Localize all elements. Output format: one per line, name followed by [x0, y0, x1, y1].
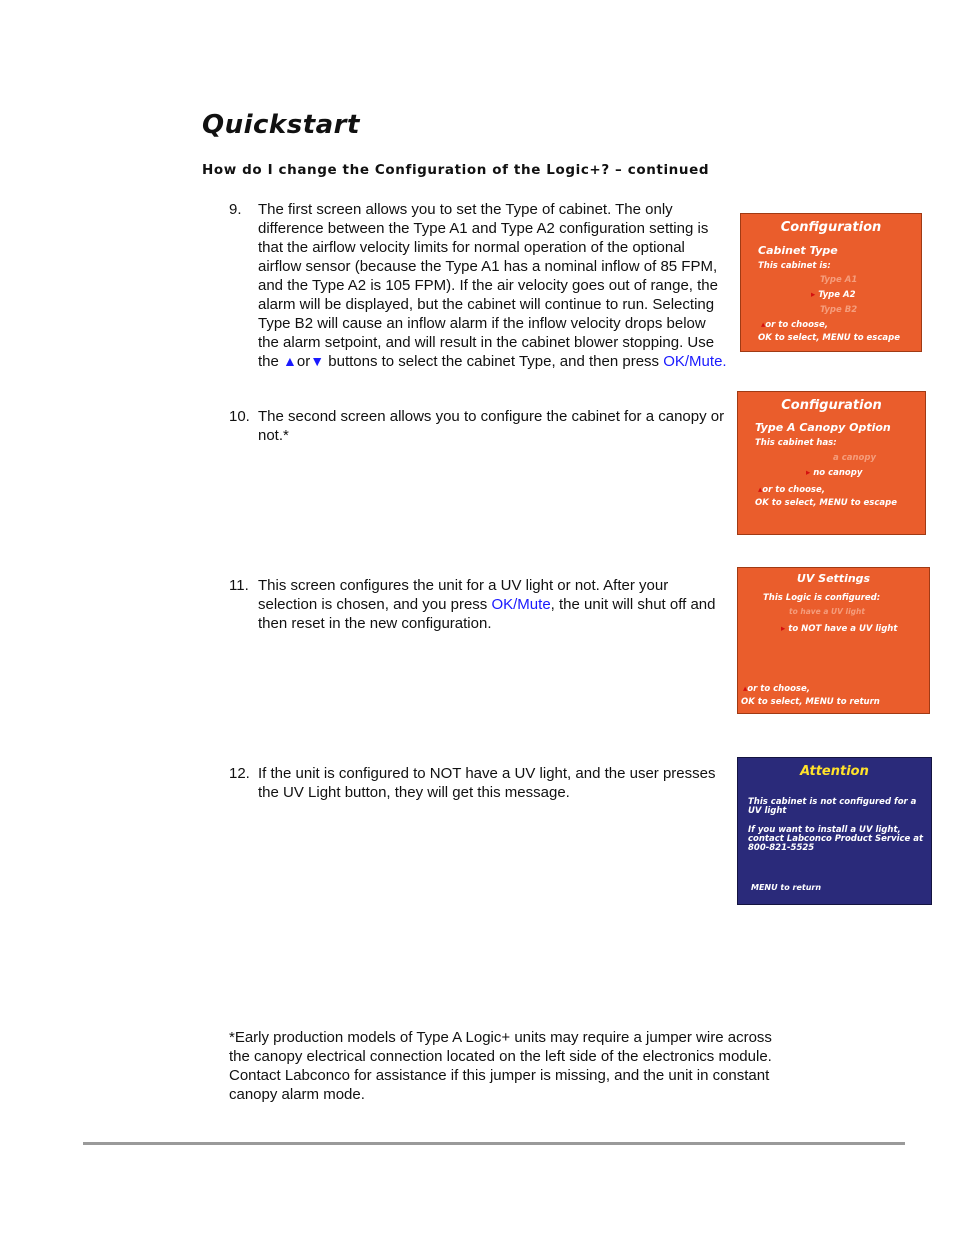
option-label: Type A2 [818, 290, 856, 300]
screen-title: Attention [800, 764, 869, 779]
screen-hint-choose [758, 485, 825, 495]
step-text [258, 576, 728, 633]
option-label: to NOT have a UV light [788, 624, 898, 634]
screen-hint-choose [743, 684, 810, 694]
screen-title: UV Settings [796, 572, 871, 585]
step-number: 9. [229, 201, 242, 218]
step-number: 12. [229, 765, 250, 782]
selector-arrow-icon: ▸ [811, 290, 816, 300]
ok-mute-link[interactable]: OK/Mute [491, 596, 551, 613]
option-type-a1: Type A1 [820, 275, 858, 285]
up-arrow-icon: ▴ [758, 485, 763, 495]
option-have-uv: to have a UV light [789, 607, 865, 616]
step-text-end: , the unit will shut off and then reset in the new configuration. [258, 596, 716, 632]
screen-footer: MENU to return [751, 883, 822, 892]
option-not-uv [781, 624, 897, 634]
screen-prompt: This Logic is configured: [763, 593, 881, 603]
option-type-b2: Type B2 [820, 305, 858, 315]
selector-arrow-icon: ▸ [781, 624, 786, 634]
hint-text: or to choose, [765, 320, 828, 330]
up-arrow-icon: ▴ [743, 684, 748, 694]
step-text [258, 200, 728, 371]
screen-hint-select: OK to select, MENU to return [741, 697, 880, 707]
option-label: no canopy [813, 468, 863, 478]
up-arrow-icon: ▴ [761, 320, 766, 330]
config-cabinet-type-screen [740, 213, 922, 352]
ok-mute-link[interactable]: OK/Mute. [663, 353, 727, 370]
screen-hint-select: OK to select, MENU to escape [758, 333, 900, 343]
screen-hint-choose [761, 320, 828, 330]
step-text-start: This screen configures the unit for a UV light or not. After your selection is chosen, and you press [258, 577, 669, 613]
page-title: Quickstart [202, 110, 360, 140]
footer-divider [83, 1142, 905, 1145]
screen-title: Configuration [781, 398, 882, 413]
attention-screen [737, 757, 932, 905]
step-text-start: The first screen allows you to set the Type of cabinet. The only difference between the Type A1 and Type A2 configuration setting is that the airflow velocity limits for normal operation of the optional airflow sensor (because the Type A1 has a nominal inflow of 85 FPM, and the Type A2 is 105 FPM). If the air velocity goes out of range, the alarm will be displayed, but the cabinet will continue to run. Selecting Type B2 will cause an inflow alarm if the inflow velocity drops below the alarm setpoint, and will result in the cabinet blower stopping. Use the [258, 201, 718, 370]
section-subtitle: How do I change the Configuration of the Logic+? – continued [202, 162, 710, 178]
screen-subtitle: Cabinet Type [758, 244, 838, 257]
step-text: If the unit is configured to NOT have a UV light, and the user presses the UV Light button, they will get this message. [258, 765, 716, 801]
attention-message-2: If you want to install a UV light, contact Labconco Product Service at 800-821-5525 [748, 825, 924, 853]
or-text: or [296, 353, 311, 370]
option-canopy: a canopy [833, 453, 876, 463]
selector-arrow-icon: ▸ [806, 468, 811, 478]
step-text-middle: buttons to select the cabinet Type, and then press [324, 353, 664, 370]
footnote: *Early production models of Type A Logic+ units may require a jumper wire across the canopy electrical connection located on the left side of the electronics module. Contact Labconco for assistance if this jumper is missing, and the unit in constant canopy alarm mode. [229, 1029, 772, 1103]
uv-settings-screen [737, 567, 930, 714]
screen-title: Configuration [780, 220, 882, 235]
screen-subtitle: Type A Canopy Option [755, 421, 891, 434]
down-arrow-icon: ▼ [310, 353, 325, 369]
hint-text: or to choose, [762, 485, 825, 495]
option-no-canopy [806, 468, 862, 478]
step-number: 10. [229, 408, 250, 425]
up-arrow-icon: ▲ [283, 353, 297, 369]
step-text: The second screen allows you to configure the cabinet for a canopy or not.* [258, 408, 725, 444]
config-canopy-screen [737, 391, 926, 535]
option-type-a2 [811, 290, 855, 300]
attention-message-1: This cabinet is not configured for a UV light [748, 797, 917, 816]
step-number: 11. [229, 577, 249, 594]
screen-hint-select: OK to select, MENU to escape [755, 498, 897, 508]
hint-text: or to choose, [747, 684, 810, 694]
screen-prompt: This cabinet has: [755, 438, 837, 448]
screen-prompt: This cabinet is: [758, 261, 831, 271]
